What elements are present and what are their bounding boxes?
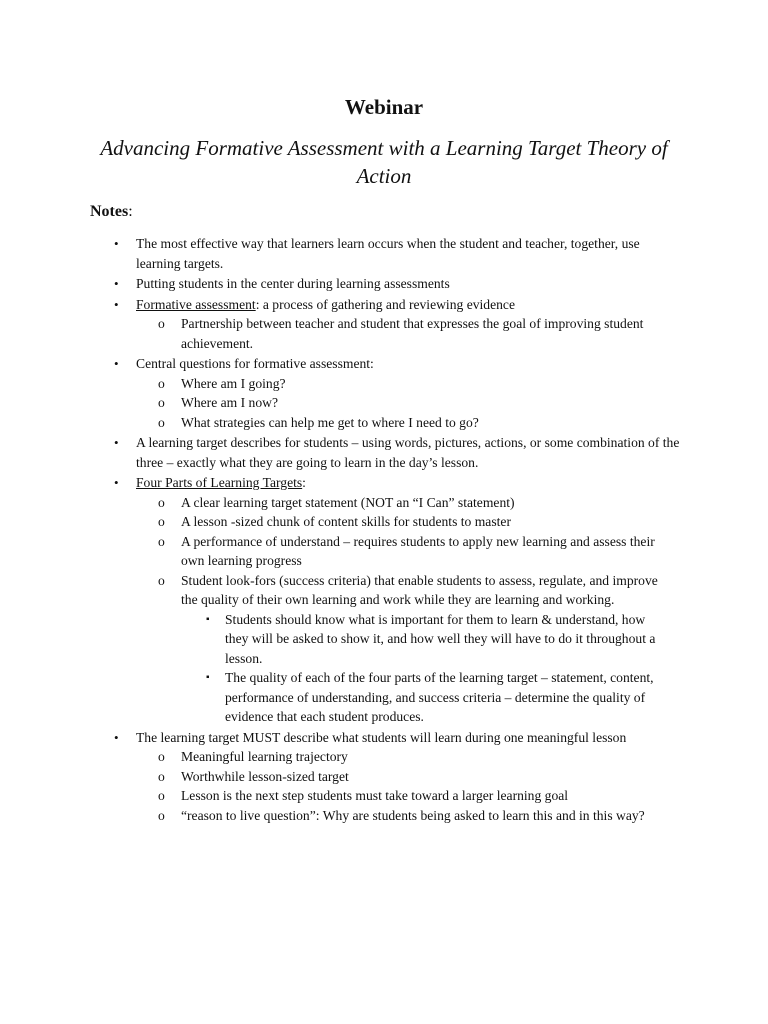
bullet-icon: •	[114, 356, 119, 371]
document-subtitle: Advancing Formative Assessment with a Learning Target Theory of Action	[100, 136, 668, 188]
bullet-lead: Formative assessment	[136, 296, 256, 312]
sub-text: A performance of understand – requires students to apply new learning and assess their own learning progress	[181, 533, 655, 568]
bullet-text: The most effective way that learners learn occurs when the student and teacher, together, use learning targets.	[136, 236, 640, 271]
bullet-text: Central questions for formative assessment:	[136, 356, 374, 371]
bullet-icon: •	[114, 729, 119, 745]
circle-bullet-icon: o	[158, 414, 165, 430]
sub-item	[158, 806, 671, 826]
circle-bullet-icon: o	[158, 375, 165, 391]
bullet-item	[114, 433, 681, 472]
bullet-icon: •	[114, 276, 119, 291]
notes-list	[0, 234, 768, 826]
sub-item	[158, 747, 671, 767]
bullet-item	[114, 234, 681, 273]
sub-text: Where am I going?	[181, 375, 286, 391]
sub-text: A clear learning target statement (NOT an “I Can” statement)	[181, 494, 515, 510]
document-title: Webinar	[344, 95, 424, 119]
square-bullet-icon: ▪	[206, 613, 210, 625]
bullet-text: Putting students in the center during learning assessments	[136, 276, 450, 291]
sub-text: Meaningful learning trajectory	[181, 749, 348, 764]
circle-bullet-icon: o	[158, 533, 165, 549]
sub-text: Lesson is the next step students must take toward a larger learning goal	[181, 788, 569, 803]
sub-text: Student look-fors (success criteria) that enable students to assess, regulate, and improve the quality of their own learning and work while they are learning and working.	[181, 572, 658, 607]
bullet-rest: : a process of gathering and reviewing evidence	[255, 296, 515, 312]
sub-text: “reason to live question”: Why are students being asked to learn this and in this way?	[181, 807, 645, 823]
bullet-lead: Four Parts of Learning Targets	[136, 475, 303, 490]
bullet-icon: •	[114, 236, 119, 251]
sub-item	[158, 374, 671, 394]
bullet-icon: •	[114, 296, 119, 312]
sub-item	[158, 413, 671, 433]
bullet-item	[114, 295, 681, 354]
square-bullet-icon: ▪	[206, 672, 210, 683]
circle-bullet-icon: o	[158, 514, 165, 529]
sub-text: What strategies can help me get to where I need to go?	[181, 414, 479, 430]
circle-bullet-icon: o	[158, 807, 165, 823]
sub-item	[158, 393, 671, 413]
bullet-rest: :	[302, 475, 306, 490]
bullet-item	[114, 354, 681, 432]
bullet-text: A learning target describes for students – using words, pictures, actions, or some combination of the three – exactly what they are going to learn in the day’s lesson.	[136, 435, 680, 470]
sub-item	[158, 767, 671, 787]
subsub-text: The quality of each of the four parts of the learning target – statement, content, performance of understanding, and success criteria – determine the quality of evidence that each student produces.	[225, 670, 654, 724]
sub-item	[158, 493, 671, 513]
sub-item	[158, 314, 671, 353]
sub-text: Worthwhile lesson-sized target	[181, 768, 349, 784]
notes-label: Notes	[90, 203, 129, 220]
sub-item	[158, 512, 671, 532]
subsub-item	[206, 668, 665, 727]
sub-text: Where am I now?	[181, 395, 278, 410]
sub-item	[158, 571, 671, 727]
bullet-item	[114, 473, 681, 727]
subsub-item	[206, 610, 665, 669]
bullet-item	[114, 274, 681, 294]
sub-text: A lesson -sized chunk of content skills for students to master	[181, 514, 511, 529]
notes-heading	[90, 201, 133, 223]
circle-bullet-icon: o	[158, 788, 165, 803]
circle-bullet-icon: o	[158, 768, 165, 784]
sub-text: Partnership between teacher and student that expresses the goal of improving student achievement.	[181, 316, 644, 351]
notes-colon: :	[128, 203, 133, 220]
subsub-text: Students should know what is important for them to learn & understand, how they will be asked to show it, and how well they will have to do it throughout a lesson.	[225, 611, 656, 666]
circle-bullet-icon: o	[158, 494, 165, 510]
sub-item	[158, 532, 671, 571]
sub-item	[158, 786, 671, 806]
circle-bullet-icon: o	[158, 572, 165, 588]
bullet-icon: •	[114, 435, 119, 450]
circle-bullet-icon: o	[158, 316, 165, 331]
circle-bullet-icon: o	[158, 395, 165, 410]
bullet-text: The learning target MUST describe what students will learn during one meaningful lesson	[136, 729, 627, 745]
bullet-item	[114, 728, 681, 826]
bullet-icon: •	[114, 475, 119, 490]
circle-bullet-icon: o	[158, 749, 165, 764]
